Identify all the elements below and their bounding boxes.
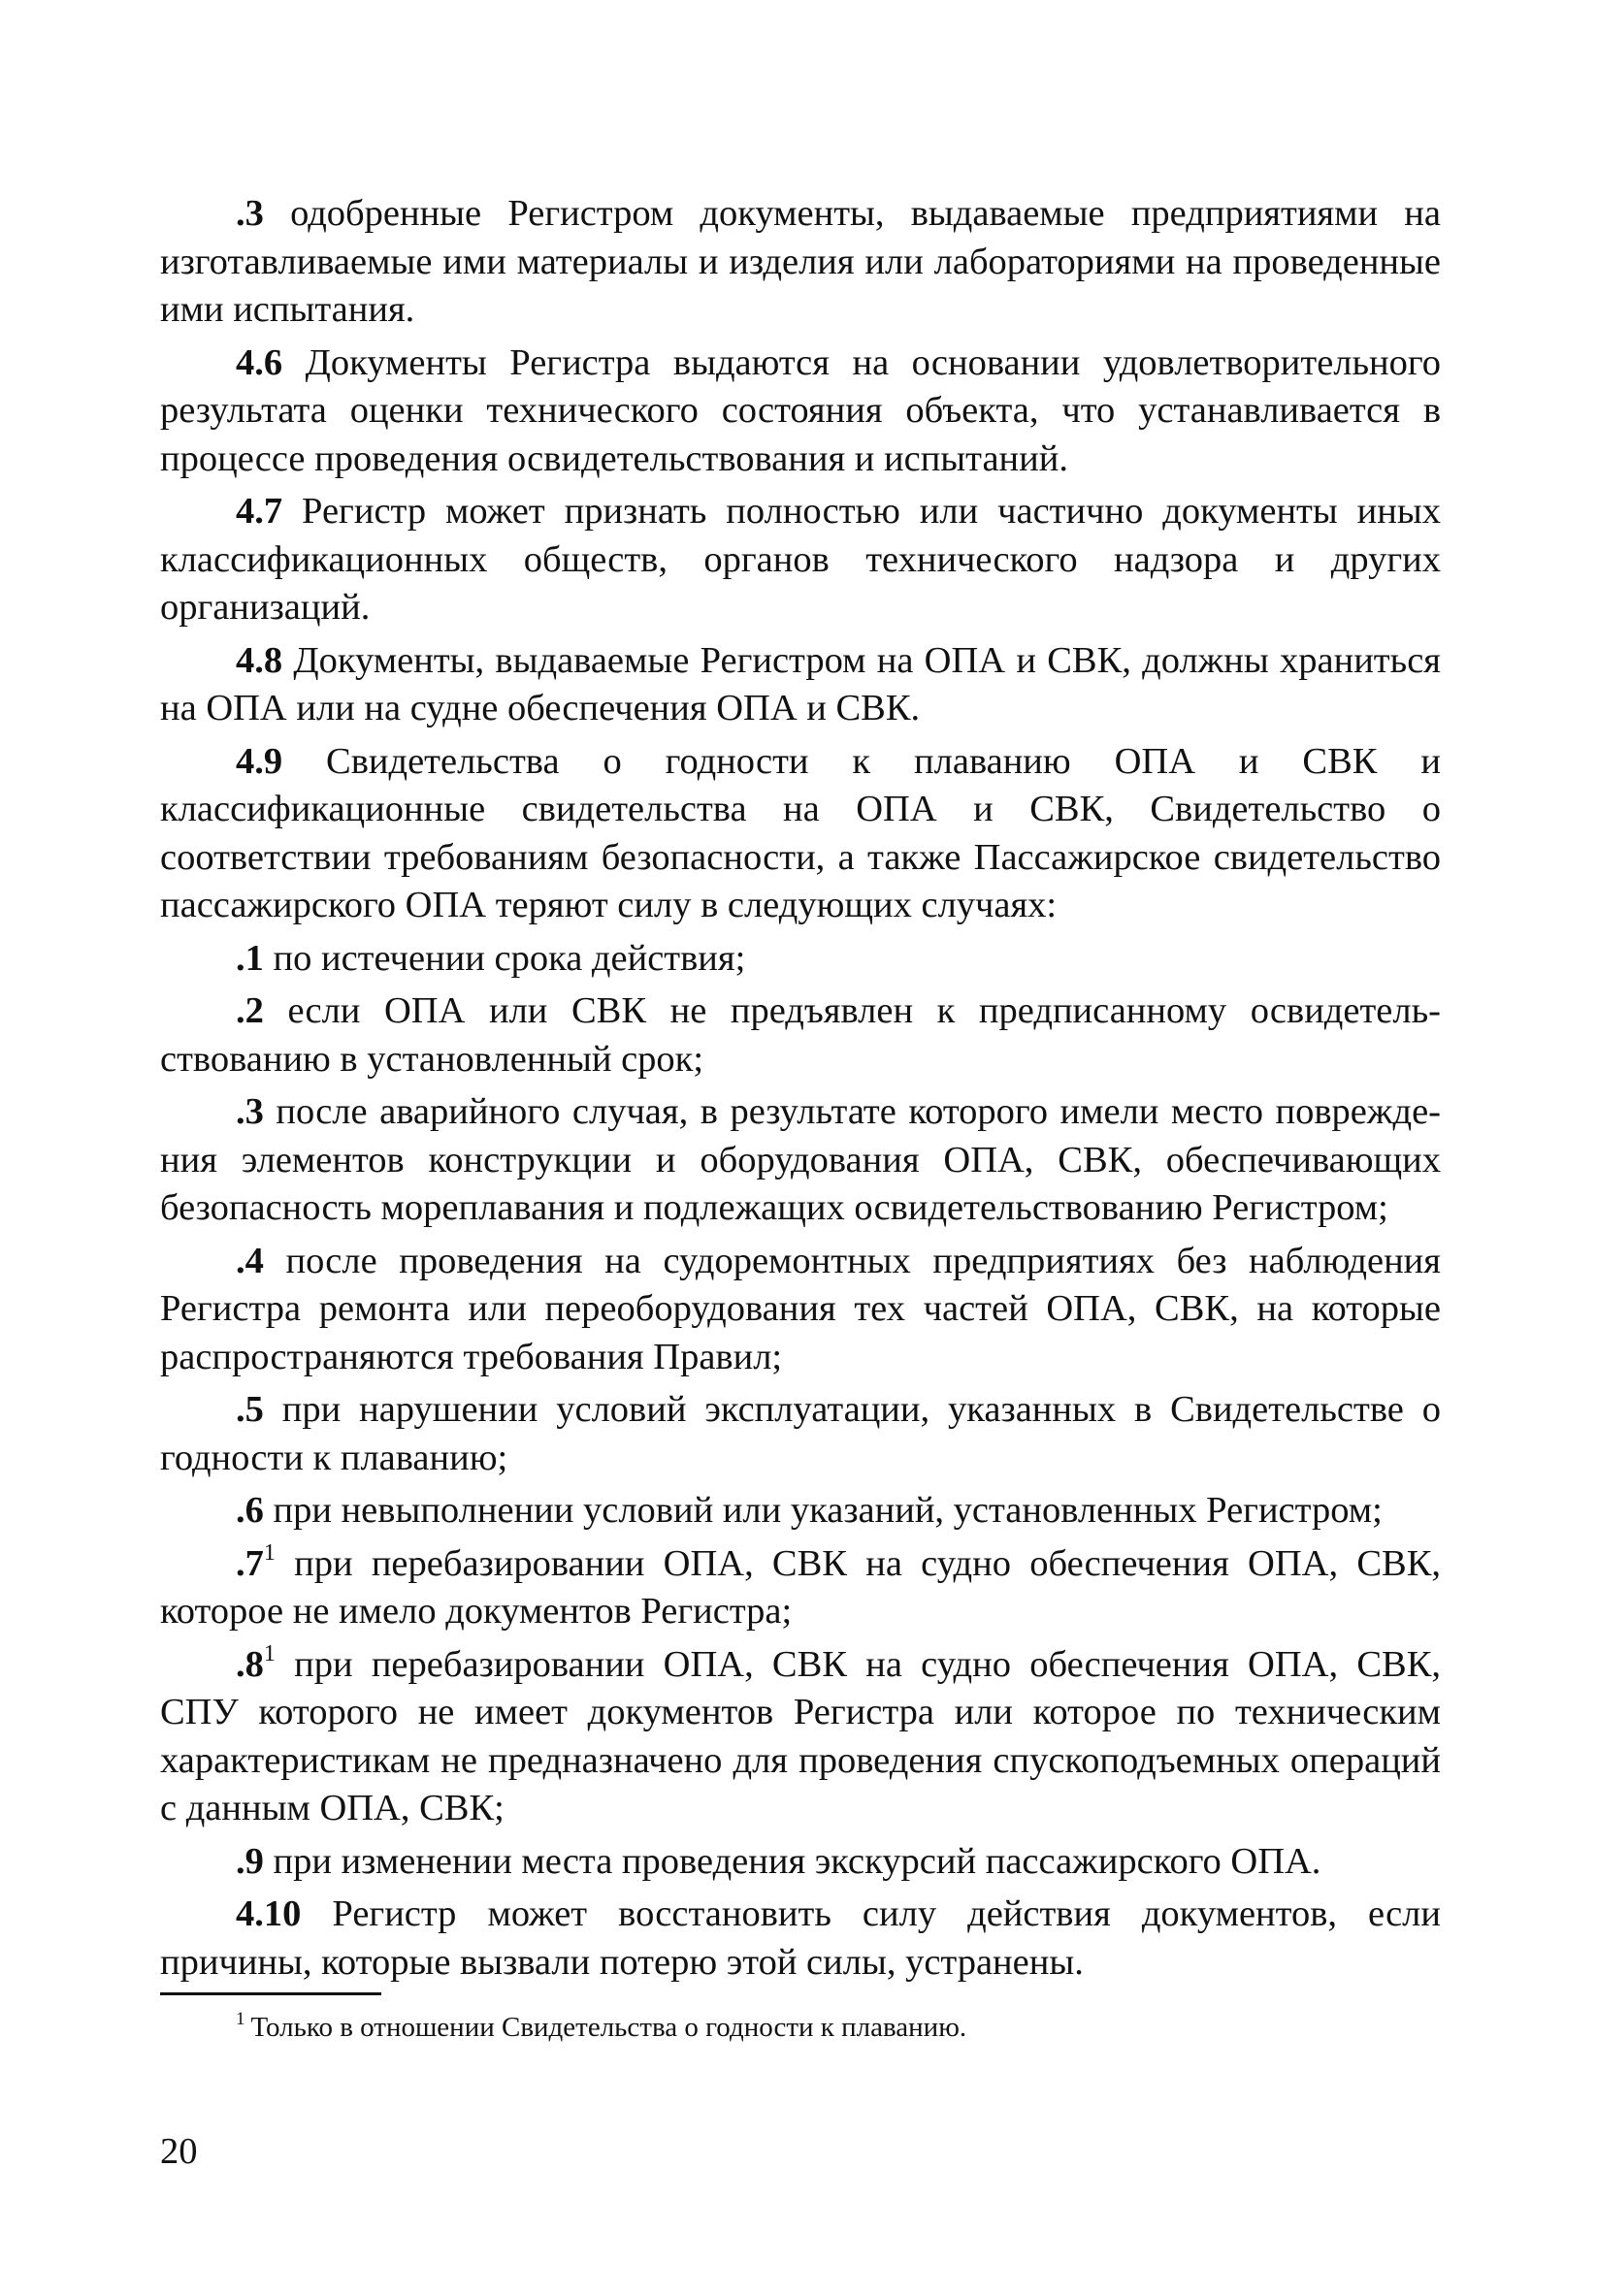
footnote-reference: 1 — [263, 1640, 276, 1666]
item-number: .9 — [236, 1840, 264, 1882]
item-number: .1 — [236, 937, 264, 979]
item-text: по истечении срока действия; — [263, 937, 746, 979]
footnote-marker: 1 — [236, 2009, 245, 2029]
item-text: при перебазировании ОПА, СВК на судно обеспечения ОПА, СВК, которое не имело документов Регистра; — [160, 1542, 1441, 1632]
paragraph-text: Регистр может признать полностью или частично документы иных классификационных обществ, органов технического надзора и других организаций. — [160, 491, 1441, 628]
item-text: после проведения на судоремонтных предприятиях без наблюдения Регистра ремонта или переоборудования тех частей ОПА, СВК, на которые распространяются требования Правил; — [160, 1240, 1441, 1377]
paragraph-number: 4.6 — [236, 341, 283, 383]
item-number: .4 — [236, 1240, 264, 1281]
item-number: .6 — [236, 1490, 264, 1531]
paragraph-number: 4.7 — [236, 491, 283, 532]
list-item-1 — [160, 935, 1441, 984]
paragraph-number: 4.10 — [236, 1893, 302, 1934]
paragraph-text: одобренные Регистром документы, выдаваемые предприятиями на изготавливаемые ими материалы и изделия или лабораториями на проведенные ими испытания. — [160, 193, 1441, 330]
item-number: .5 — [236, 1389, 264, 1430]
paragraph-text: Регистр может восстановить силу действия документов, если причины, которые вызвали потерю этой силы, устранены. — [160, 1893, 1441, 1983]
paragraph-4-8 — [160, 637, 1441, 733]
footnote-text: Только в отношении Свидетельства о годности к плаванию. — [250, 2012, 967, 2043]
item-number: .2 — [236, 990, 264, 1031]
paragraph-4-10 — [160, 1891, 1441, 1987]
item-number: .8 — [236, 1643, 264, 1685]
paragraph-number: 4.8 — [236, 639, 283, 681]
list-item-3 — [160, 1088, 1441, 1233]
list-item-6 — [160, 1487, 1441, 1536]
item-text: при невыполнении условий или указаний, установленных Регистром; — [263, 1490, 1383, 1531]
paragraph-4-9 — [160, 738, 1441, 930]
paragraph-number: 4.9 — [236, 740, 283, 782]
list-item-7 — [160, 1540, 1441, 1636]
item-text: при изменении места проведения экскурсий пассажирского ОПА. — [263, 1840, 1321, 1882]
paragraph-number: .3 — [236, 193, 264, 234]
list-item-9 — [160, 1838, 1441, 1887]
paragraph-text: Свидетельства о годности к плаванию ОПА и СВК и классификационные свидетельства на ОПА и СВК, Свидетельство о соответствии требованиям безопасности, а также Пассажирское свидетельство пассажирского ОПА теряют силу в следующих случаях: — [160, 740, 1441, 925]
item-text: при нарушении условий эксплуатации, указанных в Свидетельстве о годности к плаванию; — [160, 1389, 1441, 1478]
paragraph-4-6 — [160, 340, 1441, 484]
list-item-5 — [160, 1386, 1441, 1482]
body-text — [160, 190, 1441, 1991]
footnote-divider — [160, 1992, 381, 1995]
item-text: при перебазировании ОПА, СВК на судно обеспечения ОПА, СВК, СПУ которого не имеет документов Регистра или которое по техническим характеристикам не предназначено для проведения спускоподъемных операций с данным ОПА, СВК; — [160, 1643, 1441, 1828]
item-text: после аварийного случая, в результате которого имели место повреждения элементов конструкции и оборудования ОПА, СВК, обеспечивающих безопасность мореплавания и подлежащих освидетельствованию Регистром; — [160, 1091, 1441, 1228]
paragraph-text: Документы Регистра выдаются на основании удовлетворительного результата оценки технического состояния объекта, что устанавливается в процессе проведения освидетельствования и испытаний. — [160, 341, 1441, 479]
list-item-2 — [160, 987, 1441, 1083]
footnote — [236, 2010, 1439, 2045]
item-number: .7 — [236, 1542, 264, 1584]
footnote-reference: 1 — [263, 1539, 276, 1566]
item-text: если ОПА или СВК не предъявлен к предписанному освидетельствованию в установленный срок; — [160, 990, 1441, 1080]
list-item-4 — [160, 1238, 1441, 1382]
list-item-8 — [160, 1641, 1441, 1833]
page-number: 20 — [160, 2131, 198, 2172]
paragraph-4-7 — [160, 488, 1441, 632]
paragraph-text: Документы, выдаваемые Регистром на ОПА и СВК, должны храниться на ОПА или на судне обеспечения ОПА и СВК. — [160, 639, 1441, 728]
item-number: .3 — [236, 1091, 264, 1132]
paragraph-item-3-approved-documents — [160, 190, 1441, 335]
